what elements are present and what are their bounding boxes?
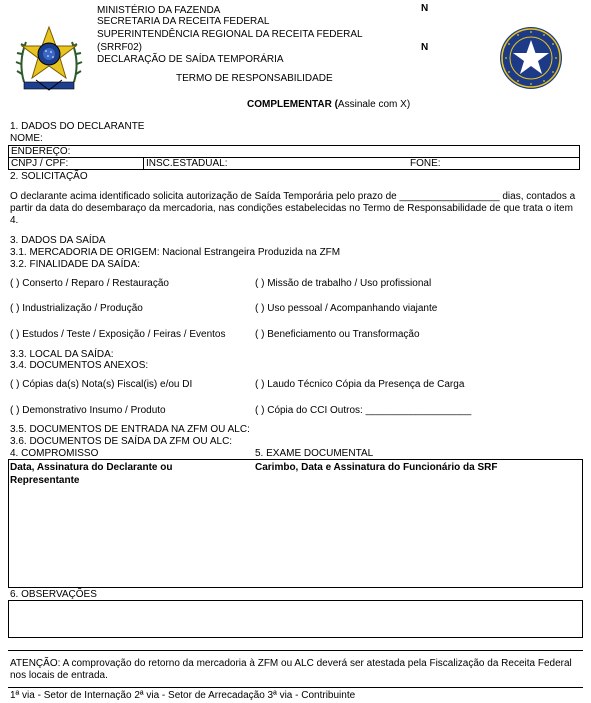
section-5-title: 5. EXAME DOCUMENTAL [255,448,374,459]
declarant-signature-label-2: Representante [10,475,80,486]
local-saida: 3.3. LOCAL DA SAÍDA: [10,349,114,360]
complementar-label [247,99,410,110]
srf-signature-label: Carimbo, Data e Assinatura do Funcionário da SRF [255,462,498,473]
anexo-copia-cci[interactable]: ( ) Cópia do CCI Outros: ___________________ [255,405,472,416]
footer-rule-top [8,650,583,651]
section-3-title: 3. DADOS DA SAÍDA [10,235,106,246]
documentos-saida: 3.6. DOCUMENTOS DE SAÍDA DA ZFM OU ALC: [10,436,233,447]
number-label-2: N [421,42,429,53]
option-conserto[interactable]: ( ) Conserto / Reparo / Restauração [10,278,169,289]
term-title: TERMO DE RESPONSABILIDADE [176,73,333,84]
header-superintendencia: SUPERINTENDÊNCIA REGIONAL DA RECEITA FEDERAL [97,29,363,40]
option-industrializacao[interactable]: ( ) Industrialização / Produção [10,303,143,314]
observacoes-box[interactable] [8,600,583,638]
header-secretaria: SECRETARIA DA RECEITA FEDERAL [97,16,270,27]
declarant-row-divider [8,157,580,158]
option-beneficiamento[interactable]: ( ) Beneficiamento ou Transformação [255,329,420,340]
documentos-entrada: 3.5. DOCUMENTOS DE ENTRADA NA ZFM OU ALC: [10,424,250,435]
option-missao-trabalho[interactable]: ( ) Missão de trabalho / Uso profissional [255,278,432,289]
nome-label: NOME: [10,133,43,144]
anexo-demonstrativo[interactable]: ( ) Demonstrativo Insumo / Produto [10,405,166,416]
cnpj-divider [143,157,144,169]
fone-field[interactable]: FONE: [410,158,441,169]
finalidade-title: 3.2. FINALIDADE DA SAÍDA: [10,259,141,270]
document-title: DECLARAÇÃO DE SAÍDA TEMPORÁRIA [97,54,284,65]
coat-of-arms-logo [14,24,84,96]
complementar-bold: COMPLEMENTAR ( [247,99,338,110]
complementar-hint: Assinale com X) [337,99,411,110]
documentos-anexos-title: 3.4. DOCUMENTOS ANEXOS: [10,360,149,371]
mercadoria-origem: 3.1. MERCADORIA DE ORIGEM: Nacional Estrangeira Produzida na ZFM [10,247,341,258]
receita-federal-seal [499,26,563,90]
section-2-title: 2. SOLICITAÇÃO [10,171,88,182]
atencao-note: ATENÇÃO: A comprovação do retorno da mercadoria à ZFM ou ALC deverá ser atestada pela Fiscalização da Receita Federal nos locais de entrada. [10,658,572,681]
footer-rule-bottom [8,687,583,688]
cnpj-field[interactable]: CNPJ / CPF: [11,158,69,169]
vias-distribution: 1ª via - Setor de Internação 2ª via - Setor de Arrecadação 3ª via - Contribuinte [10,690,356,701]
endereco-field[interactable]: ENDEREÇO: [11,146,71,157]
compromisso-box[interactable] [8,459,583,588]
section-4-title: 4. COMPROMISSO [10,448,99,459]
option-estudos[interactable]: ( ) Estudos / Teste / Exposição / Feiras / Eventos [10,329,226,340]
insc-estadual-field[interactable]: INSC.ESTADUAL: [146,158,228,169]
section-6-title: 6. OBSERVAÇÕES [10,589,97,600]
number-label-1: N [421,3,429,14]
section-1-title: 1. DADOS DO DECLARANTE [10,121,145,132]
anexo-laudo-tecnico[interactable]: ( ) Laudo Técnico Cópia da Presença de Carga [255,379,465,390]
declarant-signature-label-1: Data, Assinatura do Declarante ou [10,462,173,473]
anexo-notas-fiscais[interactable]: ( ) Cópias da(s) Nota(s) Fiscal(is) e/ou DI [10,379,193,390]
option-uso-pessoal[interactable]: ( ) Uso pessoal / Acompanhando viajante [255,303,438,314]
solicitacao-text: O declarante acima identificado solicita autorização de Saída Temporária pelo prazo de __________________ dias, contados a partir da data do desembaraço da mercadoria, nas condições estabelecidas no Termo de Responsabilidade de que trata o item 4. [10,191,576,226]
header-ministry: MINISTÉRIO DA FAZENDA [97,5,221,16]
header-srrf: (SRRF02) [97,42,143,53]
